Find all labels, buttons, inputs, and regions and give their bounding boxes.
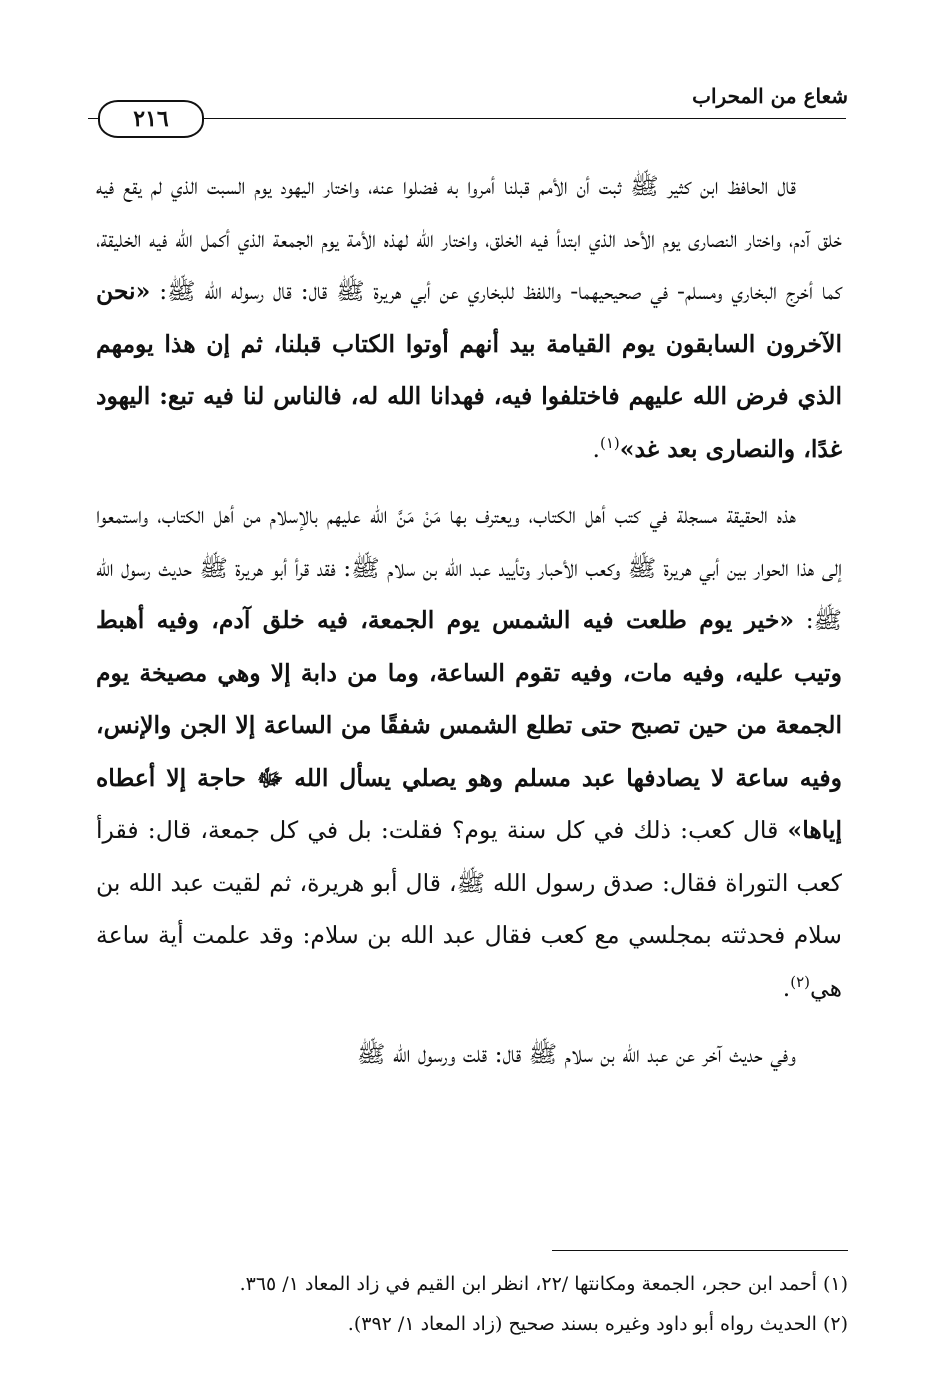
- hadith-quote-2: «خير يوم طلعت فيه الشمس يوم الجمعة، فيه خلق آدم، وفيه أهبط وتيب عليه، وفيه مات، وفيه تقوم الساعة، وما من دابة إلا وهي مصيخة يوم الجمعة من حين تصبح حتى تطلع الشمس شفقًا من الساعة إلا الجن والإنس، وفيه ساعة لا يصادفها عبد مسلم وهو يصلي يسأل الله ﷻ حاجة إلا أعطاه إياها»: [96, 606, 842, 844]
- paragraph-3: وفي حديث آخر عن عبد الله بن سلام ﷺ قال: قلت ورسول الله ﷺ: [356, 1040, 796, 1068]
- paragraph-2-intro: هذه الحقيقة مسجلة في كتب أهل الكتاب، ويعترف بها مَنْ مَنَّ الله عليهم بالإسلام من أهل الكتاب، واستمعوا إلى هذا الحوار بين أبي هريرة ﷺ وكعب الأحبار وتأييد عبد الله بن سلام ﷺ: فقد قرأ أبو هريرة ﷺ حديث رسول الله ﷺ:: [96, 501, 843, 634]
- footnote-1: (١) أحمد ابن حجر، الجمعة ومكانتها /٢٢، انظر ابن القيم في زاد المعاد ١/ ٣٦٥.: [239, 1273, 848, 1295]
- hadith-quote-1: «نحن الآخرون السابقون يوم القيامة بيد أنهم أوتوا الكتاب قبلنا، ثم إن هذا يومهم الذي فرض الله عليهم فاختلفوا فيه، فهدانا الله له، فالناس لنا فيه تبع: اليهود غدًا، والنصارى بعد غد»: [96, 277, 842, 463]
- main-text: [96, 160, 842, 1081]
- footnote-2: (٢) الحديث رواه أبو داود وغيره بسند صحيح (زاد المعاد ١/ ٣٩٢).: [347, 1313, 848, 1335]
- footnote-ref-2[interactable]: (٢): [790, 972, 811, 991]
- paragraph-1: [96, 160, 842, 475]
- paragraph-2-continuation: قال كعب: ذلك في كل سنة يوم؟ فقلت: بل في كل جمعة، قال: فقرأ كعب التوراة فقال: صدق رسول الله ﷺ، قال أبو هريرة، ثم لقيت عبد الله بن سلام فحدثته بمجلسي مع كعب فقال عبد الله بن سلام: وقد علمت أية ساعة هي: [96, 816, 842, 1002]
- footnote-rule: [552, 1250, 848, 1251]
- paragraph-1-end: .: [592, 434, 600, 463]
- paragraph-2: [96, 489, 842, 1014]
- running-header-title: شعاع من المحراب: [692, 84, 848, 108]
- page-number-badge: ٢١٦: [98, 100, 204, 138]
- footnote-ref-1[interactable]: (١): [600, 433, 620, 452]
- footnotes: [92, 1264, 848, 1344]
- paragraph-2-end: .: [782, 973, 791, 1002]
- paragraph-1-intro: قال الحافظ ابن كثير ﷺ ثبت أن الأمم قبلنا أمروا به فضلوا عنه، واختار اليهود يوم السبت الذي لم يقع فيه خلق آدم، واختار النصارى يوم الأحد الذي ابتدأ فيه الخلق، واختار الله لهذه الأمة يوم الجمعة الذي أكمل الله فيه الخليقة، كما أخرج البخاري ومسلم- في صحيحيهما- واللفظ للبخاري عن أبي هريرة ﷺ قال: قال رسوله الله ﷺ:: [96, 172, 842, 305]
